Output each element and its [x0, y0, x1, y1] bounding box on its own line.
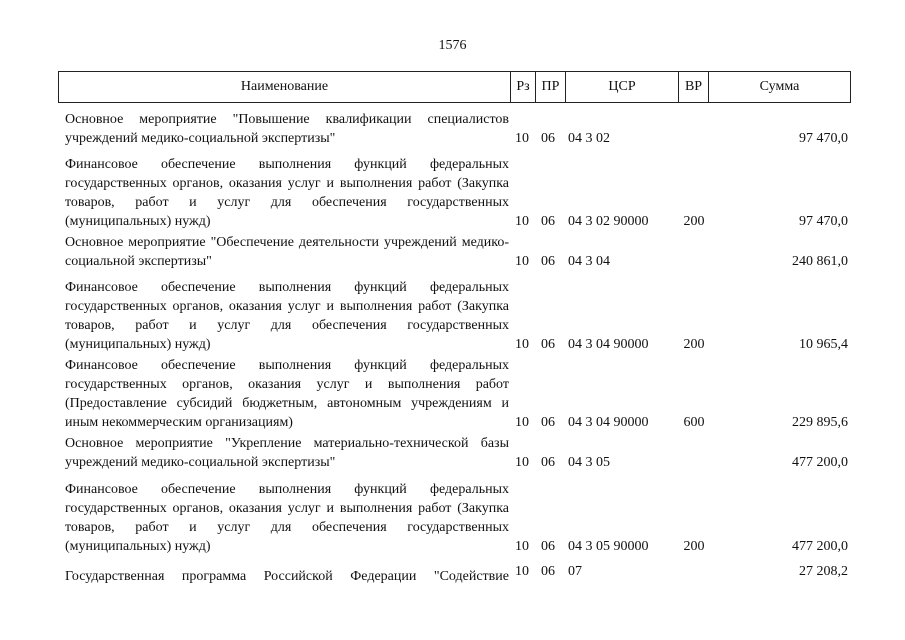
header-rz: Рз	[510, 72, 535, 102]
row-vr: 200	[683, 337, 705, 352]
header-sum: Сумма	[708, 72, 850, 102]
row-name: Финансовое обеспечение выполнения функций федеральных государственных органов, оказания услуг и выполнения работ (Предоставление субсидий бюджетным, автономным учреждениям и иным некоммерческим организациям)	[65, 358, 509, 430]
row-rz: 10	[515, 214, 529, 229]
row-vr: 600	[683, 415, 705, 430]
row-rz: 10	[515, 455, 529, 470]
row-csr: 04 3 04 90000	[568, 415, 649, 430]
header-name: Наименование	[240, 79, 329, 94]
row-name: Финансовое обеспечение выполнения функций федеральных государственных органов, оказания услуг и выполнения работ (Закупка товаров, работ и услуг для обеспечения государственных (муниципальных) нужд)	[65, 157, 509, 229]
row-rz: 10	[515, 337, 529, 352]
row-pr: 06	[541, 539, 555, 554]
row-pr: 06	[541, 337, 555, 352]
row-sum: 240 861,0	[792, 254, 848, 269]
row-sum: 97 470,0	[799, 131, 848, 146]
row-pr: 06	[541, 564, 555, 579]
row-pr: 06	[541, 131, 555, 146]
header-pr: ПР	[535, 72, 565, 102]
row-name: Финансовое обеспечение выполнения функций федеральных государственных органов, оказания услуг и выполнения работ (Закупка товаров, работ и услуг для обеспечения государственных (муниципальных) нужд)	[65, 280, 509, 352]
row-name: Основное мероприятие "Укрепление материально-технической базы учреждений медико-социальной экспертизы"	[65, 436, 509, 470]
row-csr: 04 3 05	[568, 455, 610, 470]
row-vr: 200	[683, 214, 705, 229]
row-sum: 477 200,0	[792, 539, 848, 554]
row-csr: 04 3 02 90000	[568, 214, 649, 229]
row-sum: 477 200,0	[792, 455, 848, 470]
row-csr: 04 3 05 90000	[568, 539, 649, 554]
row-pr: 06	[541, 214, 555, 229]
row-name: Государственная программа Российской Федерации "Содействие	[65, 569, 509, 584]
table-header	[58, 71, 851, 103]
row-pr: 06	[541, 415, 555, 430]
row-name: Финансовое обеспечение выполнения функций федеральных государственных органов, оказания услуг и выполнения работ (Закупка товаров, работ и услуг для обеспечения государственных (муниципальных) нужд)	[65, 482, 509, 554]
row-csr: 04 3 02	[568, 131, 610, 146]
row-sum: 229 895,6	[792, 415, 848, 430]
header-csr: ЦСР	[565, 72, 678, 102]
row-rz: 10	[515, 539, 529, 554]
row-sum: 27 208,2	[799, 564, 848, 579]
row-rz: 10	[515, 131, 529, 146]
row-rz: 10	[515, 254, 529, 269]
row-sum: 10 965,4	[799, 337, 848, 352]
row-sum: 97 470,0	[799, 214, 848, 229]
row-name: Основное мероприятие "Обеспечение деятельности учреждений медико-социальной экспертизы"	[65, 235, 509, 269]
row-csr: 04 3 04	[568, 254, 610, 269]
header-vr: ВР	[678, 72, 708, 102]
row-rz: 10	[515, 415, 529, 430]
row-pr: 06	[541, 455, 555, 470]
row-pr: 06	[541, 254, 555, 269]
row-rz: 10	[515, 564, 529, 579]
row-name: Основное мероприятие "Повышение квалификации специалистов учреждений медико-социальной экспертизы"	[65, 112, 509, 146]
row-csr: 07	[568, 564, 582, 579]
row-vr: 200	[683, 539, 705, 554]
row-csr: 04 3 04 90000	[568, 337, 649, 352]
page-number: 1576	[438, 38, 467, 53]
